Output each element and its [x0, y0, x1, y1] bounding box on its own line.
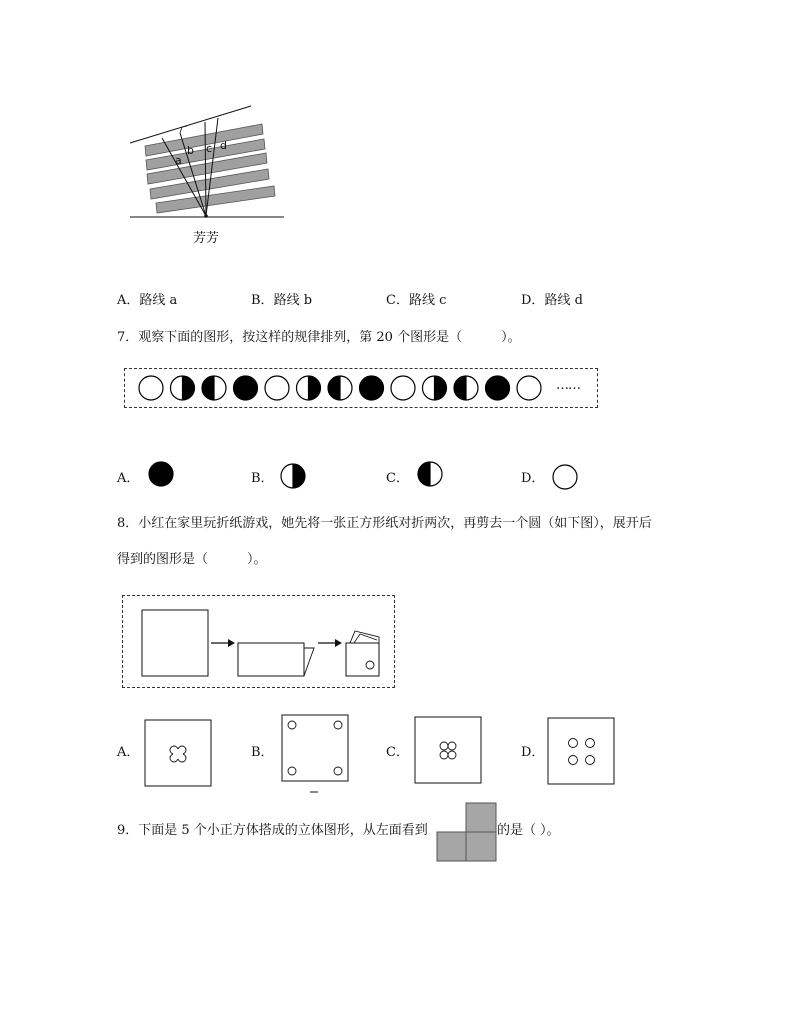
q9-question-after: 的是（ ）。	[497, 823, 560, 838]
route-label-c: c	[206, 142, 213, 155]
person-label: 芳芳	[193, 231, 220, 246]
q8-question-line1: 8．小红在家里玩折纸游戏，她先将一张正方形纸对折两次，再剪去一个圆（如下图），展开后	[117, 516, 652, 531]
q8-option-c[interactable]: C．	[386, 745, 409, 760]
route-label-d: d	[220, 139, 227, 152]
q7-option-a[interactable]: A．	[117, 471, 140, 486]
q7-option-b[interactable]: B．	[251, 471, 274, 486]
q8-option-b[interactable]: B．	[251, 745, 274, 760]
q7-ellipsis: ……	[556, 378, 580, 393]
q7-option-c[interactable]: C．	[386, 471, 409, 486]
q8-option-d[interactable]: D．	[521, 745, 545, 760]
q7-option-d[interactable]: D．	[521, 471, 545, 486]
q9-question-before: 9．下面是 5 个小正方体搭成的立体图形，从左面看到	[117, 823, 428, 838]
q8-option-a[interactable]: A．	[117, 745, 140, 760]
route-label-a: a	[175, 154, 182, 167]
q6-option-a[interactable]: A．路线 a	[117, 293, 178, 308]
q8-question-line2: 得到的图形是（ ）。	[117, 552, 267, 567]
q7-question: 7．观察下面的图形，按这样的规律排列，第 20 个图形是（ ）。	[117, 330, 521, 345]
q6-option-b[interactable]: B．路线 b	[251, 293, 313, 308]
q6-option-d[interactable]: D．路线 d	[521, 293, 583, 308]
route-label-b: b	[187, 144, 194, 157]
q6-option-c[interactable]: C．路线 c	[386, 293, 447, 308]
